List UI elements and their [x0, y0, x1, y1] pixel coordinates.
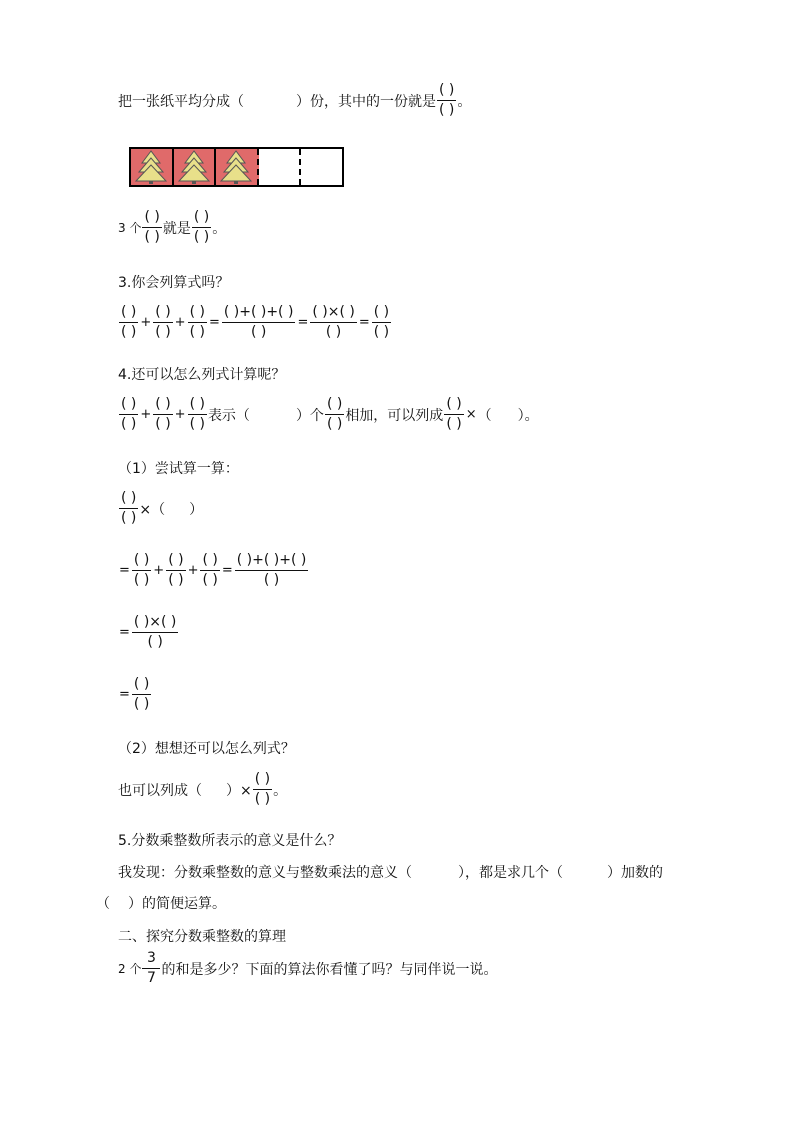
q4-fraction-a1 — [119, 396, 138, 433]
q3-a2-num[interactable]: ( ) — [153, 304, 172, 323]
q2-fraction-1-num[interactable]: ( ) — [142, 209, 161, 228]
q1-fraction — [437, 82, 456, 119]
step1-f-den[interactable]: ( ) — [121, 510, 137, 526]
q4-fraction-a3 — [188, 396, 207, 433]
q2-text-end: 。 — [212, 220, 227, 237]
q4-a1-num[interactable]: ( ) — [119, 396, 138, 415]
q3-a1-num[interactable]: ( ) — [119, 304, 138, 323]
q6-den: 7 — [146, 970, 156, 986]
step1-res-den[interactable]: ( ) — [133, 696, 150, 712]
question-4-equation — [118, 396, 539, 433]
q5-text-2b: ）的简便运算。 — [128, 896, 226, 912]
strip-cell-filled — [131, 149, 174, 185]
question-1 — [118, 82, 471, 119]
plus-sign: + — [174, 407, 186, 422]
strip-cell-empty — [301, 149, 342, 185]
step1-prod-den[interactable]: ( ) — [147, 634, 163, 650]
q3-prod-den[interactable]: ( ) — [325, 324, 342, 340]
q3-fraction-sum — [222, 304, 296, 341]
q1-fraction-den[interactable]: ( ) — [439, 102, 455, 118]
q2-fraction-2-num[interactable]: ( ) — [192, 209, 211, 228]
step1-prod-num[interactable]: ( )×( ) — [132, 614, 178, 633]
paper-strip-diagram — [129, 147, 344, 187]
equals-sign: = — [119, 687, 130, 702]
q6-num: 3 — [142, 950, 160, 969]
q1-text-mid: ）份，其中的一份就是 — [296, 93, 436, 110]
tree-icon — [134, 149, 168, 185]
step1-sum-den[interactable]: ( ) — [263, 572, 280, 588]
plus-sign: + — [187, 563, 199, 578]
step2-text-mid: ）× — [226, 782, 252, 799]
q1-fraction-num[interactable]: ( ) — [437, 82, 456, 101]
q1-text-pre: 把一张纸平均分成（ — [118, 93, 244, 110]
q3-a1-den[interactable]: ( ) — [121, 324, 137, 340]
q3-sum-num[interactable]: ( )+( )+( ) — [222, 304, 296, 323]
step1-sum — [235, 552, 309, 589]
q3-a3-den[interactable]: ( ) — [189, 324, 205, 340]
step2-num[interactable]: ( ) — [253, 771, 272, 790]
q4-fraction-c — [444, 396, 463, 433]
step-2-title — [118, 738, 295, 758]
question-2 — [118, 209, 226, 246]
q3-res-num[interactable]: ( ) — [372, 304, 391, 323]
q2-text-pre: 3 个 — [118, 221, 142, 235]
q6-text-pre: 2 个 — [118, 962, 142, 976]
equals-sign: = — [221, 563, 233, 578]
q3-fraction-prod — [310, 304, 356, 341]
question-5-title — [118, 830, 341, 850]
step1-b1 — [132, 552, 151, 589]
q3-title-text: 3.你会列算式吗？ — [118, 275, 230, 291]
section-2-title — [118, 926, 286, 946]
times-sign: × — [465, 407, 477, 422]
step1-title-text: （1）尝试算一算： — [118, 461, 239, 477]
q3-a2-den[interactable]: ( ) — [155, 324, 171, 340]
question-5-line-2 — [96, 893, 226, 913]
step1-prod — [132, 614, 178, 651]
step2-text-end: 。 — [273, 782, 288, 799]
step1-b1-num[interactable]: ( ) — [132, 552, 151, 571]
q4-text-5: ）。 — [517, 407, 539, 424]
q4-title-text: 4.还可以怎么列式计算呢？ — [118, 367, 286, 383]
step1-f-num[interactable]: ( ) — [119, 490, 138, 509]
q3-a3-num[interactable]: ( ) — [188, 304, 207, 323]
step-2-line — [118, 771, 287, 808]
q4-text-4: （ — [477, 407, 492, 424]
step1-b3-num[interactable]: ( ) — [200, 552, 219, 571]
strip-cell-filled — [174, 149, 217, 185]
step-1-line-c — [118, 614, 179, 651]
q4-a3-num[interactable]: ( ) — [188, 396, 207, 415]
q3-sum-den[interactable]: ( ) — [250, 324, 267, 340]
plus-sign: + — [140, 407, 152, 422]
q5-text-1b: ），都是求几个（ — [458, 865, 563, 881]
q4-b-num[interactable]: ( ) — [325, 396, 344, 415]
q4-fraction-a2 — [153, 396, 172, 433]
q3-res-den[interactable]: ( ) — [373, 324, 390, 340]
step-1-title — [118, 458, 239, 478]
q3-fraction-a2 — [153, 304, 172, 341]
step1-sum-num[interactable]: ( )+( )+( ) — [235, 552, 309, 571]
step1-fraction — [119, 490, 138, 527]
plus-sign: + — [153, 563, 165, 578]
step1-b2-den[interactable]: ( ) — [168, 572, 184, 588]
q3-fraction-a3 — [188, 304, 207, 341]
q3-prod-num[interactable]: ( )×( ) — [310, 304, 356, 323]
q4-a2-num[interactable]: ( ) — [153, 396, 172, 415]
plus-sign: + — [174, 315, 186, 330]
strip-cell-empty — [259, 149, 302, 185]
step1-times-open: ×（ — [139, 501, 166, 518]
q3-fraction-a1 — [119, 304, 138, 341]
q5-text-1c: ）加数的 — [607, 865, 663, 881]
q2-fraction-2 — [192, 209, 211, 246]
q4-a3-den[interactable]: ( ) — [189, 416, 205, 432]
q2-fraction-1 — [142, 209, 161, 246]
q6-text: 的和是多少？下面的算法你看懂了吗？与同伴说一说。 — [161, 961, 498, 978]
q4-a2-den[interactable]: ( ) — [155, 416, 171, 432]
q5-title-text: 5.分数乘整数所表示的意义是什么？ — [118, 833, 342, 849]
step2-text-pre: 也可以列成（ — [118, 782, 202, 799]
q2-fraction-1-den[interactable]: ( ) — [144, 229, 160, 245]
question-5-line-1 — [118, 862, 663, 882]
equals-sign: = — [119, 625, 130, 640]
equals-sign: = — [119, 563, 130, 578]
question-3-title — [118, 272, 229, 292]
q4-text-1: 表示（ — [207, 407, 250, 424]
equals-sign: = — [297, 315, 309, 330]
q5-text-1a: 我发现：分数乘整数的意义与整数乘法的意义（ — [118, 865, 412, 881]
question-6 — [118, 950, 497, 987]
q4-text-2: ）个 — [295, 407, 324, 424]
section2-title-text: 二、探究分数乘整数的算理 — [118, 929, 286, 945]
q4-b-den[interactable]: ( ) — [326, 416, 343, 432]
q4-a1-den[interactable]: ( ) — [121, 416, 137, 432]
q5-text-2a: （ — [96, 896, 110, 912]
step-1-line-a — [118, 490, 203, 527]
tree-icon — [177, 149, 211, 185]
q2-fraction-2-den[interactable]: ( ) — [193, 229, 210, 245]
q3-fraction-result — [372, 304, 391, 341]
q1-text-end: 。 — [457, 93, 472, 110]
plus-sign: + — [140, 315, 152, 330]
q4-text-3: 相加，可以列成 — [345, 407, 444, 424]
q6-fraction — [142, 950, 160, 987]
step1-close: ） — [189, 501, 204, 518]
q4-fraction-b — [325, 396, 344, 433]
step1-b3-den[interactable]: ( ) — [202, 572, 218, 588]
step1-b1-den[interactable]: ( ) — [133, 572, 150, 588]
step-1-line-d — [118, 676, 152, 713]
step1-b2 — [166, 552, 185, 589]
equals-sign: = — [208, 315, 220, 330]
equals-sign: = — [358, 315, 370, 330]
tree-icon — [219, 149, 253, 185]
step2-title-text: （2）想想还可以怎么列式？ — [118, 741, 295, 757]
q2-text-mid: 就是 — [162, 220, 191, 237]
question-4-title — [118, 364, 285, 384]
step1-b3 — [200, 552, 219, 589]
question-3-equation — [118, 304, 392, 341]
step1-res-num[interactable]: ( ) — [132, 676, 151, 695]
q4-c-num[interactable]: ( ) — [444, 396, 463, 415]
step1-b2-num[interactable]: ( ) — [166, 552, 185, 571]
step1-result — [132, 676, 151, 713]
step2-den[interactable]: ( ) — [254, 791, 271, 807]
step2-fraction — [253, 771, 272, 808]
step-1-line-b — [118, 552, 309, 589]
q4-c-den[interactable]: ( ) — [446, 416, 462, 432]
strip-cell-filled — [216, 149, 259, 185]
